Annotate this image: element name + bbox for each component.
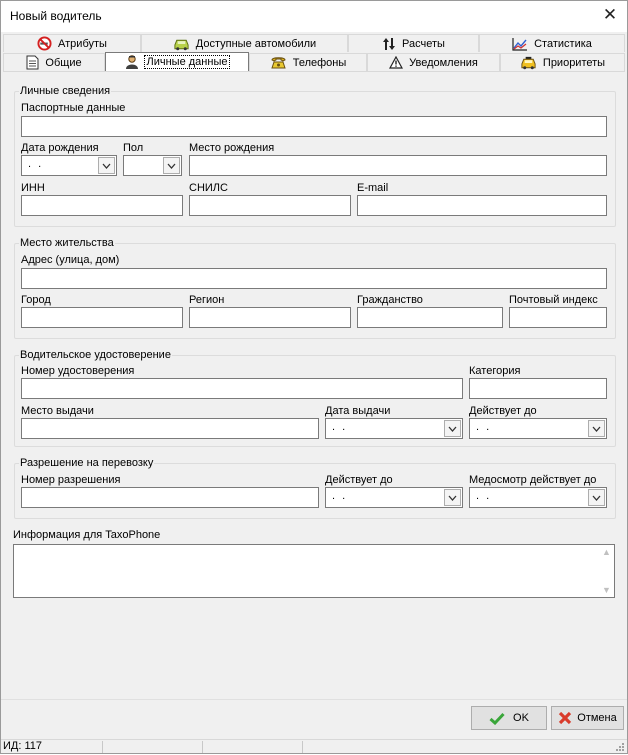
tab-available-cars[interactable]: [141, 34, 348, 52]
citizenship-input[interactable]: [357, 307, 503, 328]
tab-priorities[interactable]: [500, 53, 625, 71]
gender-select[interactable]: [123, 155, 182, 176]
chevron-down-icon[interactable]: [444, 489, 461, 506]
license-valid-value: . .: [476, 421, 492, 433]
license-number-label: Номер удостоверения: [21, 365, 135, 377]
taxophone-info-label: Информация для TaxoPhone: [13, 529, 161, 541]
arrows-updown-icon: [382, 37, 396, 51]
inn-input[interactable]: [21, 195, 183, 216]
tab-label: Приоритеты: [542, 56, 606, 69]
chevron-down-icon[interactable]: [588, 489, 605, 506]
city-label: Город: [21, 294, 51, 306]
resize-grip-icon[interactable]: [615, 742, 625, 752]
group-title: Разрешение на перевозку: [20, 457, 154, 469]
permit-valid-value: . .: [332, 490, 348, 502]
address-label: Адрес (улица, дом): [21, 254, 120, 266]
inn-label: ИНН: [21, 182, 45, 194]
group-title: Личные сведения: [20, 85, 111, 97]
taxophone-info-textarea[interactable]: [13, 544, 615, 598]
medical-value: . .: [476, 490, 492, 502]
permit-number-label: Номер разрешения: [21, 474, 121, 486]
title-bar: [1, 1, 627, 32]
permit-valid-label: Действует до: [325, 474, 393, 486]
email-label: E-mail: [357, 182, 389, 194]
gender-label: Пол: [123, 142, 144, 154]
issue-place-input[interactable]: [21, 418, 319, 439]
license-number-input[interactable]: [21, 378, 463, 399]
birthdate-label: Дата рождения: [21, 142, 99, 154]
medical-picker[interactable]: [469, 487, 607, 508]
tab-calculations[interactable]: [348, 34, 479, 52]
tab-personal-data[interactable]: [105, 52, 249, 71]
tab-statistics[interactable]: [479, 34, 625, 52]
citizenship-label: Гражданство: [357, 294, 423, 306]
cancel-x-icon: [558, 711, 572, 725]
tab-label: Телефоны: [292, 56, 347, 69]
tab-label: Доступные автомобили: [195, 37, 317, 50]
tab-label: Общие: [45, 56, 82, 69]
birthdate-value: . .: [28, 158, 44, 170]
check-icon: [489, 712, 505, 725]
status-divider: [102, 741, 103, 753]
city-input[interactable]: [21, 307, 183, 328]
tab-label: Статистика: [534, 37, 592, 50]
record-id: ИД: 117: [3, 740, 43, 752]
passport-input[interactable]: [21, 116, 607, 137]
ok-label: OK: [513, 712, 529, 724]
tab-label: Атрибуты: [58, 37, 107, 50]
document-icon: [26, 55, 39, 70]
email-input[interactable]: [357, 195, 607, 216]
close-icon[interactable]: ✕: [602, 5, 618, 25]
issue-date-label: Дата выдачи: [325, 405, 391, 417]
medical-label: Медосмотр действует до: [469, 474, 597, 486]
personal-data-panel: [3, 71, 625, 699]
scroll-down-icon[interactable]: ▼: [602, 585, 611, 595]
license-valid-picker[interactable]: [469, 418, 607, 439]
permit-number-input[interactable]: [21, 487, 319, 508]
category-label: Категория: [469, 365, 521, 377]
permit-valid-picker[interactable]: [325, 487, 463, 508]
chart-icon: [512, 37, 528, 51]
issue-date-picker[interactable]: [325, 418, 463, 439]
ok-button[interactable]: [471, 706, 547, 730]
issue-place-label: Место выдачи: [21, 405, 94, 417]
chevron-down-icon[interactable]: [163, 157, 180, 174]
tab-general[interactable]: [3, 53, 105, 71]
birthdate-picker[interactable]: [21, 155, 117, 176]
license-valid-label: Действует до: [469, 405, 537, 417]
passport-label: Паспортные данные: [21, 102, 126, 114]
cancel-label: Отмена: [577, 712, 617, 724]
chevron-down-icon[interactable]: [444, 420, 461, 437]
category-input[interactable]: [469, 378, 607, 399]
tab-label: Личные данные: [146, 56, 228, 68]
postcode-label: Почтовый индекс: [509, 294, 598, 306]
status-bar: [1, 739, 627, 753]
group-title: Водительское удостоверение: [20, 349, 171, 361]
car-icon: [173, 37, 190, 51]
tab-notifications[interactable]: [367, 53, 500, 71]
status-divider: [302, 741, 303, 753]
chevron-down-icon[interactable]: [588, 420, 605, 437]
tab-attributes[interactable]: [3, 34, 141, 52]
region-label: Регион: [189, 294, 225, 306]
warning-icon: [389, 56, 403, 69]
tab-label: Расчеты: [402, 37, 445, 50]
tab-phones[interactable]: [249, 53, 367, 71]
tab-label: Уведомления: [409, 56, 478, 69]
group-title: Место жительства: [20, 237, 114, 249]
status-divider: [202, 741, 203, 753]
cancel-button[interactable]: [551, 706, 624, 730]
region-input[interactable]: [189, 307, 351, 328]
phone-icon: [270, 56, 287, 69]
scroll-up-icon[interactable]: ▲: [602, 547, 611, 557]
birthplace-input[interactable]: [189, 155, 607, 176]
person-icon: [125, 55, 139, 70]
snils-label: СНИЛС: [189, 182, 228, 194]
snils-input[interactable]: [189, 195, 351, 216]
address-input[interactable]: [21, 268, 607, 289]
taxi-icon: [520, 56, 537, 70]
button-bar: [1, 699, 627, 739]
birthplace-label: Место рождения: [189, 142, 275, 154]
issue-date-value: . .: [332, 421, 348, 433]
postcode-input[interactable]: [509, 307, 607, 328]
window-title: Новый водитель: [10, 9, 102, 23]
no-smoking-icon: [37, 36, 52, 51]
chevron-down-icon[interactable]: [98, 157, 115, 174]
